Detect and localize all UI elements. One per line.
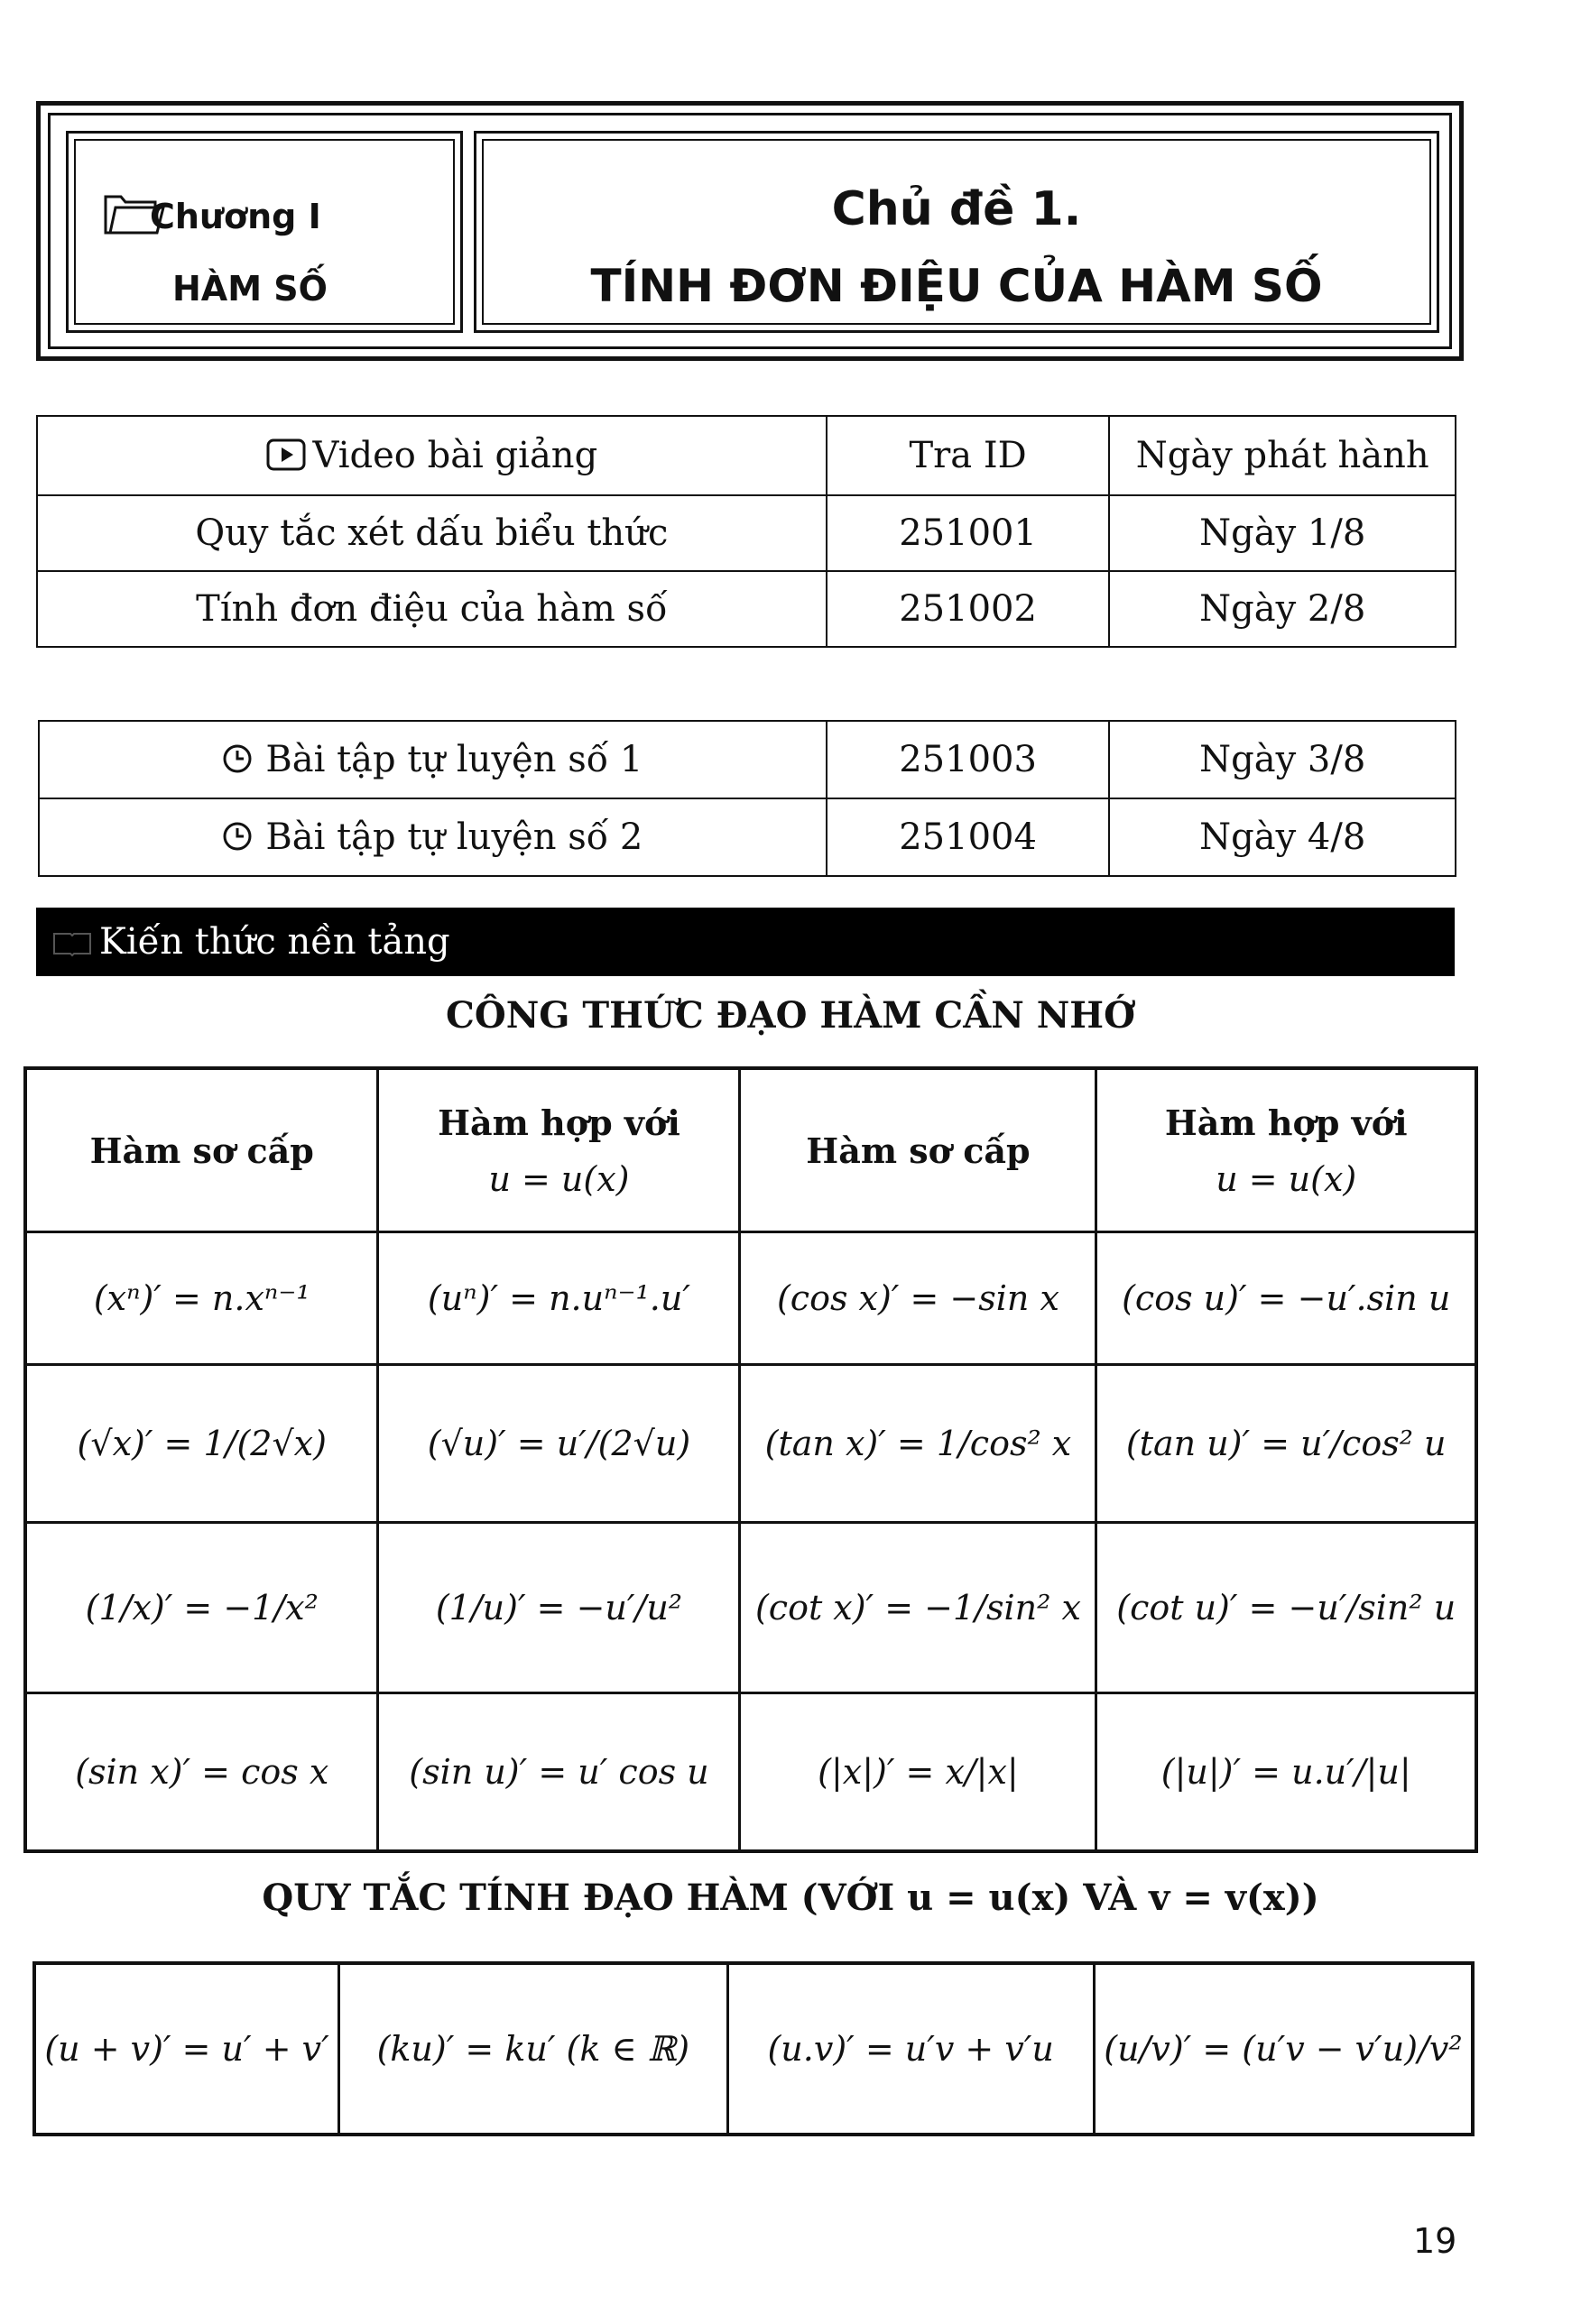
chapter-box <box>66 131 463 333</box>
table-row <box>25 1232 1476 1365</box>
video-header-cell: Video bài giảng <box>37 416 827 495</box>
exercise-id-cell: 251004 <box>827 798 1110 876</box>
formula-cell: (|x|)′ = x/|x| <box>740 1693 1096 1852</box>
video-date-cell: Ngày 2/8 <box>1109 571 1456 647</box>
play-icon <box>266 438 306 471</box>
exercise-date-cell: Ngày 4/8 <box>1109 798 1456 876</box>
composite-function-header: Hàm hợp với u = u(x) <box>1096 1068 1476 1232</box>
table-row <box>34 1963 1473 2135</box>
table-row <box>37 495 1456 571</box>
formula-table <box>23 1066 1478 1853</box>
table-row <box>25 1365 1476 1523</box>
formula-cell: (cos x)′ = −sin x <box>740 1232 1096 1365</box>
table-row <box>25 1693 1476 1852</box>
elementary-function-header: Hàm sơ cấp <box>740 1068 1096 1232</box>
table-row <box>39 721 1456 798</box>
formula-cell: (sin x)′ = cos x <box>25 1693 378 1852</box>
exercise-title-cell: Bài tập tự luyện số 1 <box>39 721 827 798</box>
formula-cell: (|u|)′ = u.u′/|u| <box>1096 1693 1476 1852</box>
formula-cell: (1/u)′ = −u′/u² <box>378 1523 740 1693</box>
exercise-date-cell: Ngày 3/8 <box>1109 721 1456 798</box>
formula-cell: (√u)′ = u′/(2√u) <box>378 1365 740 1523</box>
topic-number: Chủ đề 1. <box>831 182 1082 236</box>
derivative-heading: CÔNG THỨC ĐẠO HÀM CẦN NHỚ <box>446 994 1135 1037</box>
section-bar <box>36 908 1455 976</box>
formula-cell: (sin u)′ = u′ cos u <box>378 1693 740 1852</box>
formula-cell: (√x)′ = 1/(2√x) <box>25 1365 378 1523</box>
formula-cell: (uⁿ)′ = n.uⁿ⁻¹.u′ <box>378 1232 740 1365</box>
video-id-cell: 251001 <box>827 495 1110 571</box>
rule-cell: (u + v)′ = u′ + v′ <box>34 1963 339 2135</box>
elementary-function-header: Hàm sơ cấp <box>25 1068 378 1232</box>
book-icon <box>52 930 92 957</box>
video-title-cell: Quy tắc xét dấu biểu thức <box>37 495 827 571</box>
video-title-cell: Tính đơn điệu của hàm số <box>37 571 827 647</box>
rule-table <box>32 1961 1475 2136</box>
topic-box <box>474 131 1439 333</box>
rule-cell: (ku)′ = ku′ (k ∈ ℝ) <box>339 1963 727 2135</box>
table-row <box>39 798 1456 876</box>
video-id-cell: 251002 <box>827 571 1110 647</box>
exercise-id-cell: 251003 <box>827 721 1110 798</box>
table-row <box>37 571 1456 647</box>
formula-cell: (tan x)′ = 1/cos² x <box>740 1365 1096 1523</box>
clock-icon <box>222 821 253 852</box>
video-date-cell: Ngày 1/8 <box>1109 495 1456 571</box>
formula-cell: (cos u)′ = −u′.sin u <box>1096 1232 1476 1365</box>
composite-function-header: Hàm hợp với u = u(x) <box>378 1068 740 1232</box>
exercise-table <box>38 720 1456 877</box>
rule-cell: (u/v)′ = (u′v − v′u)/v² <box>1094 1963 1473 2135</box>
page-number: 19 <box>1413 2221 1457 2261</box>
formula-cell: (cot x)′ = −1/sin² x <box>740 1523 1096 1693</box>
rule-cell: (u.v)′ = u′v + v′u <box>727 1963 1094 2135</box>
chapter-label: Chương I <box>150 197 321 236</box>
chapter-name: HÀM SỐ <box>172 269 328 309</box>
formula-cell: (1/x)′ = −1/x² <box>25 1523 378 1693</box>
id-header-cell: Tra ID <box>827 416 1110 495</box>
formula-cell: (xⁿ)′ = n.xⁿ⁻¹ <box>25 1232 378 1365</box>
date-header-cell: Ngày phát hành <box>1109 416 1456 495</box>
formula-cell: (tan u)′ = u′/cos² u <box>1096 1365 1476 1523</box>
formula-cell: (cot u)′ = −u′/sin² u <box>1096 1523 1476 1693</box>
topic-title: TÍNH ĐƠN ĐIỆU CỦA HÀM SỐ <box>590 260 1323 312</box>
table-row <box>37 416 1456 495</box>
rule-heading: QUY TẮC TÍNH ĐẠO HÀM (VỚI u = u(x) VÀ v = v(x)) <box>262 1877 1319 1919</box>
clock-icon <box>222 743 253 774</box>
table-row <box>25 1523 1476 1693</box>
exercise-title-cell: Bài tập tự luyện số 2 <box>39 798 827 876</box>
video-table <box>36 415 1456 648</box>
table-row <box>25 1068 1476 1232</box>
chapter-header <box>36 101 1464 361</box>
section-title: Kiến thức nền tảng <box>99 921 450 963</box>
